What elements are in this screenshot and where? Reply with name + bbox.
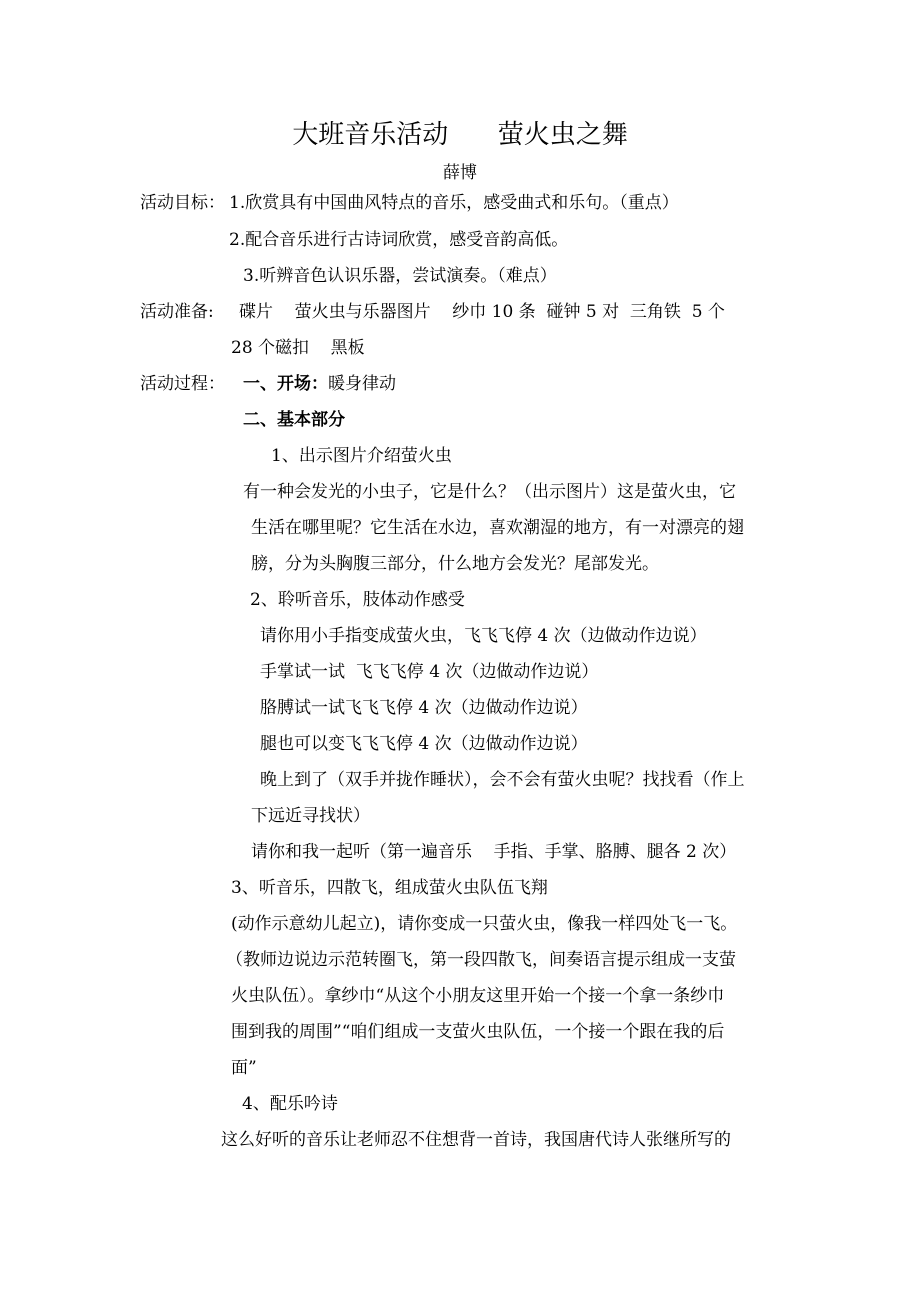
- preparation-label: 活动准备:: [140, 302, 214, 322]
- goals-label: 活动目标：: [140, 193, 225, 213]
- preparation-line-1: 碟片 萤火虫与乐器图片 纱巾 10 条 碰钟 5 对 三角铁 5 个: [239, 302, 725, 322]
- step2-line-3: 胳膊试一试飞飞飞停 4 次（边做动作边说）: [260, 698, 588, 718]
- step2-title: 2、聆听音乐，肢体动作感受: [250, 590, 465, 610]
- document-title: 大班音乐活动 萤火虫之舞: [292, 120, 628, 150]
- goal-item-1: 1.欣赏具有中国曲风特点的音乐，感受曲式和乐句。（重点）: [229, 193, 679, 213]
- document-author: 薛博: [443, 163, 477, 183]
- step4-line-1: 这么好听的音乐让老师忍不住想背一首诗，我国唐代诗人张继所写的: [221, 1130, 731, 1150]
- goal-item-3: 3.听辨音色认识乐器，尝试演奏。（难点）: [243, 266, 557, 286]
- part1-line: [243, 373, 396, 395]
- step3-line-1: (动作示意幼儿起立)，请你变成一只萤火虫，像我一样四处飞一飞。: [231, 914, 738, 934]
- step2-line-1: 请你用小手指变成萤火虫，飞飞飞停 4 次（边做动作边说）: [260, 626, 707, 646]
- step3-title: 3、听音乐，四散飞，组成萤火虫队伍飞翔: [231, 878, 548, 898]
- step3-line-4: 围到我的周围”“咱们组成一支萤火虫队伍，一个接一个跟在我的后: [231, 1022, 725, 1042]
- part2-heading: 二、基本部分: [243, 410, 345, 430]
- step3-line-2: （教师边说边示范转圈飞，第一段四散飞，间奏语言提示组成一支萤: [226, 950, 736, 970]
- goal-item-2: 2.配合音乐进行古诗词欣赏，感受音韵高低。: [229, 230, 569, 250]
- step2-line-4: 腿也可以变飞飞飞停 4 次（边做动作边说）: [260, 734, 588, 754]
- step1-paragraph-line-2: 生活在哪里呢？它生活在水边，喜欢潮湿的地方，有一对漂亮的翅: [251, 518, 744, 538]
- step1-paragraph-line-1: 有一种会发光的小虫子，它是什么？（出示图片）这是萤火虫，它: [243, 482, 736, 502]
- step3-line-3: 火虫队伍）。拿纱巾“从这个小朋友这里开始一个接一个拿一条纱巾: [231, 986, 725, 1006]
- step1-title: 1、出示图片介绍萤火虫: [271, 446, 452, 466]
- preparation-line-2: 28 个磁扣 黑板: [231, 338, 365, 358]
- part1-heading: 一、开场：: [243, 374, 328, 394]
- step2-line-6: 下远近寻找状）: [251, 806, 370, 826]
- step2-line-7: 请你和我一起听（第一遍音乐 手指、手掌、胳膊、腿各 2 次）: [251, 842, 737, 862]
- part1-text: 暖身律动: [328, 374, 396, 394]
- step2-line-2: 手掌试一试 飞飞飞停 4 次（边做动作边说）: [260, 662, 599, 682]
- step2-line-5: 晚上到了（双手并拢作睡状），会不会有萤火虫呢？找找看（作上: [260, 770, 745, 790]
- step3-line-5: 面”: [231, 1058, 257, 1078]
- step4-title: 4、配乐吟诗: [242, 1094, 338, 1114]
- step1-paragraph-line-3: 膀，分为头胸腹三部分，什么地方会发光？尾部发光。: [251, 554, 659, 574]
- process-label: 活动过程：: [140, 374, 225, 394]
